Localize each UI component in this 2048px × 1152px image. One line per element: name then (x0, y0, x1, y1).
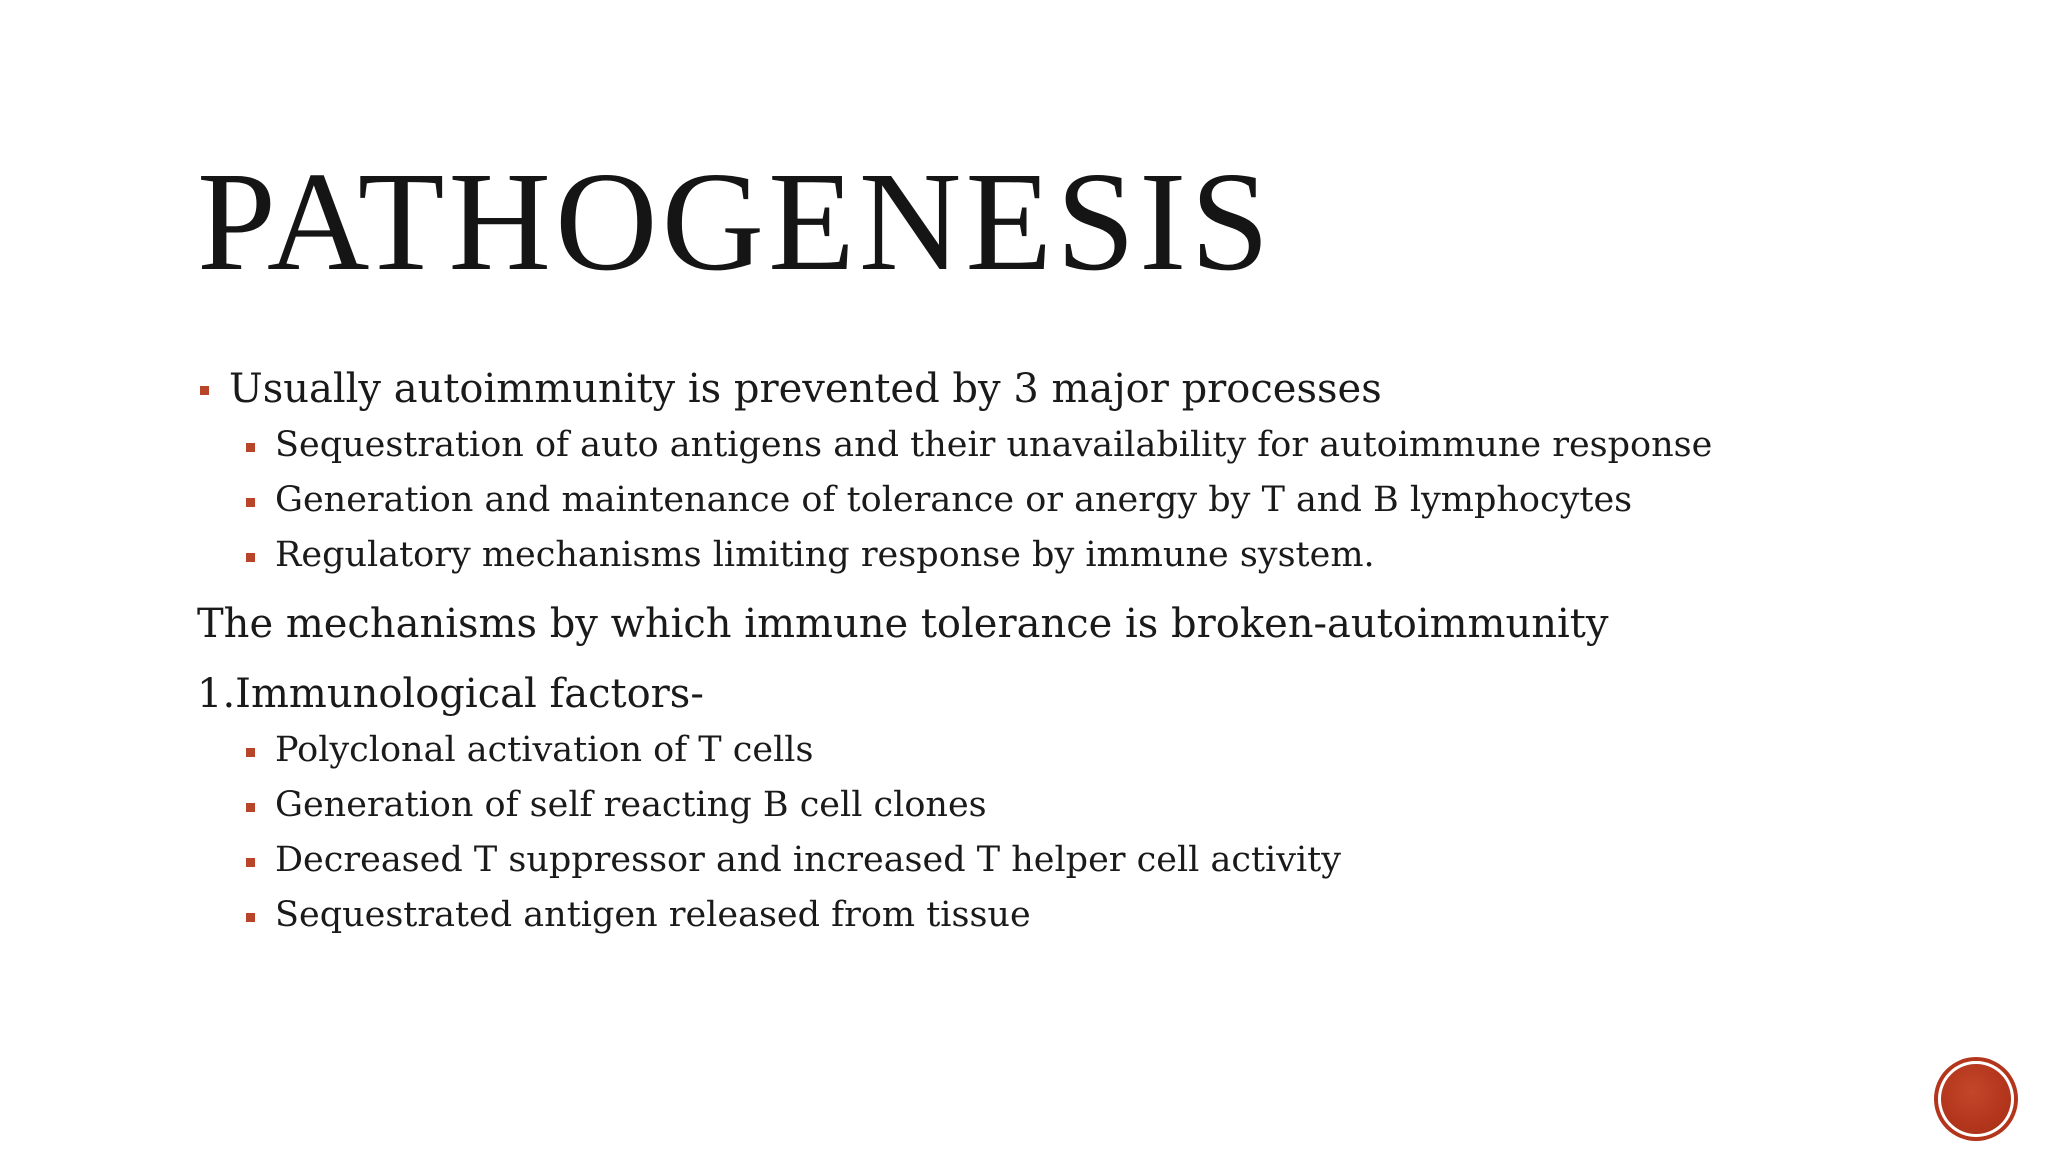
sub-bullet-text: Sequestration of auto antigens and their unavailability for autoimmune response (275, 425, 1713, 465)
square-bullet-icon (246, 913, 255, 922)
square-bullet-icon (246, 803, 255, 812)
square-bullet-icon (200, 386, 209, 395)
sub-bullet-text: Generation of self reacting B cell clones (275, 785, 987, 825)
square-bullet-icon (246, 498, 255, 507)
slide-body (197, 360, 1997, 943)
sub-bullet-text: Polyclonal activation of T cells (275, 730, 814, 770)
slide-title: PATHOGENESIS (197, 142, 1274, 300)
bullet-text: Usually autoimmunity is prevented by 3 major processes (229, 366, 1382, 412)
sub-bullet-text: Generation and maintenance of tolerance or anergy by T and B lymphocytes (275, 480, 1633, 520)
sub-bullet (197, 778, 1997, 833)
mechanisms-heading: The mechanisms by which immune tolerance is broken-autoimmunity (197, 601, 1609, 647)
square-bullet-icon (246, 443, 255, 452)
factors-heading: 1.Immunological factors- (197, 671, 704, 717)
sub-bullet-text: Sequestrated antigen released from tissue (275, 895, 1031, 935)
square-bullet-icon (246, 858, 255, 867)
sub-bullet (197, 528, 1997, 583)
sub-bullet-text: Decreased T suppressor and increased T helper cell activity (275, 840, 1342, 880)
sub-bullet (197, 833, 1997, 888)
sub-bullet (197, 723, 1997, 778)
sub-bullet (197, 418, 1997, 473)
sub-bullet (197, 888, 1997, 943)
slide-nav-button[interactable] (1938, 1061, 2014, 1137)
sub-bullet-text: Regulatory mechanisms limiting response by immune system. (275, 535, 1375, 575)
square-bullet-icon (246, 553, 255, 562)
square-bullet-icon (246, 748, 255, 757)
sub-bullet (197, 473, 1997, 528)
bullet-main (197, 360, 1997, 418)
